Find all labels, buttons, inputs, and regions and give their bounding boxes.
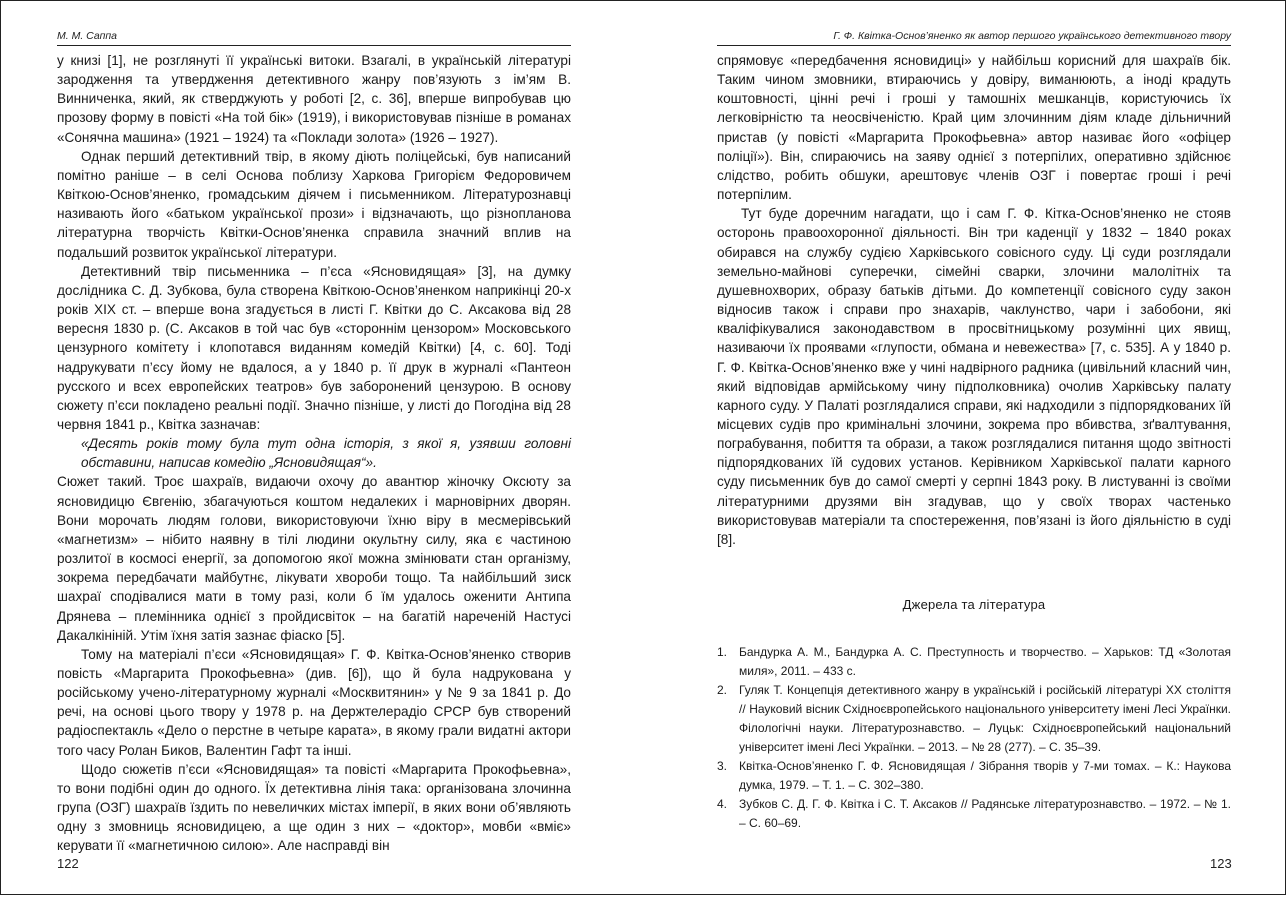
reference-number: 1. bbox=[717, 645, 728, 659]
references-list bbox=[717, 643, 1231, 833]
paragraph: Однак перший детективний твір, в якому діють поліцейські, був написаний помітно раніше – в селі Основа поблизу Харкова Григорієм Федоровичем Квіткою-Основ’яненко, громадським діячем і письменником. Літературознавці називають його «батьком української прози» і відзначають, що різнопланова літературна творчість Квітки-Основ’яненка справила значний вплив на подальший розвиток української літератури. bbox=[57, 148, 571, 260]
left-page bbox=[1, 1, 644, 895]
right-page-number: 123 bbox=[1210, 856, 1232, 871]
right-body-text bbox=[717, 51, 1231, 549]
reference-text: Бандурка А. М., Бандурка А. С. Преступность и творчество. – Харьков: ТД «Золотая миля», 2011. – 433 с. bbox=[739, 645, 1231, 678]
paragraph: Щодо сюжетів п’єси «Ясновидящая» та повісті «Маргарита Прокофьевна», то вони подібні один до одного. Їх детективна лінія така: організована злочинна група (ОЗГ) шахраїв їздить по невеличких містах імперії, в яких вони об’являють одну з змовниць ясновидицею, а ще один з них – «доктор», мовби «вміє» керувати її «магнетичною силою». Але насправді він bbox=[57, 761, 571, 854]
left-page-number: 122 bbox=[57, 856, 79, 871]
reference-item bbox=[717, 795, 1231, 833]
paragraph: Тому на матеріалі п’єси «Ясновидящая» Г. Ф. Квітка-Основ’яненко створив повість «Маргарита Прокофьевна» (див. [6]), що й була надрукована у російському учено-літературному журналі «Москвитянин» у № 9 за 1841 р. До речі, на основі цього твору у 1978 р. на Держтелерадіо СРСР був створений радіоспектакль «Дело о перстне в четыре карата», в якому грали видатні актори того часу Ролан Биков, Валентин Гафт та інші. bbox=[57, 646, 571, 758]
paragraph: у книзі [1], не розглянуті її українські витоки. Взагалі, в українській літературі зародження та утвердження детективного жанру пов’язують з ім’ям В. Винниченка, який, як стверджують у роботі [2, с. 36], вперше випробував цю прозову форму в повісті «На той бік» (1919), і використовував пізніше в романах «Сонячна машина» (1921 – 1924) та «Поклади золота» (1926 – 1927). bbox=[57, 53, 571, 145]
paragraph: спрямовує «передбачення ясновидиці» у найбільш корисний для шахраїв бік. Таким чином змовники, втираючись у довіру, виманюють, а іноді крадуть коштовності, цінні речі і гроші у тамошніх мешканців, користуючись їх легковірністю та неосвіченістю. Край цим злочинним діям кладе дільничний пристав (у повісті «Маргарита Прокофьевна» автор називає його «офіцер поліції»). Він, спираючись на заяву однієї з потерпілих, оперативно здійснює слідство, робить обшуки, арештовує членів ОЗГ і повертає гроші і речі потерпілим. bbox=[717, 53, 1231, 203]
paragraph: Детективний твір письменника – п’єса «Ясновидящая» [3], на думку дослідника С. Д. Зубкова, була створена Квіткою-Основ’яненком наприкінці 20-х років XIX ст. – вперше вона згадується в листі Г. Квітки до С. Аксакова від 28 вересня 1830 р. (С. Аксаков в той час був «стороннім цензором» Московського цензурного комітету і клопотався виданням комедій Квітки) [4, с. 60]. Тоді надрукувати п’єсу йому не вдалося, а у 1840 р. її друк в журналі «Пантеон русского и всех европейских театров» був заборонений цензурою. В основу сюжету п’єси покладено реальні події. Значно пізніше, у листі до Погодіна від 28 червня 1841 р., Квітка зазначав: bbox=[57, 263, 571, 432]
right-page bbox=[644, 1, 1286, 895]
reference-text: Зубков С. Д. Г. Ф. Квітка і С. Т. Аксаков // Радянське літературознавство. – 1972. – № 1. – С. 60–69. bbox=[739, 797, 1231, 830]
reference-item bbox=[717, 681, 1231, 757]
right-running-head: Г. Ф. Квітка-Основ’яненко як автор першого українського детективного твору bbox=[717, 30, 1231, 46]
reference-number: 3. bbox=[717, 759, 728, 773]
paragraph: Сюжет такий. Троє шахраїв, видаючи охочу до авантюр жіночку Оксюту за ясновидицю Євгенію, збагачуються коштом недалеких і марновірних дворян. Вони морочать людям голови, використовуючи їхню віру в месмерівський «магнетизм» – нібито наявну в тілі людини окультну силу, яка є частиною розлитої в космосі енергії, за допомогою якої можна змінювати стан організму, зокрема передбачати майбутнє, лікувати хвороби тощо. Та найбільший зиск шахраї сподівалися мати в тому разі, коли б їм удалось оженити Антипа Дрянева – племінника однієї з пройдисвіток – на багатій нареченій Настусі Дакалкініній. Утім їхня затія зазнає фіаско [5]. bbox=[57, 474, 571, 643]
reference-item bbox=[717, 757, 1231, 795]
reference-number: 2. bbox=[717, 683, 728, 697]
reference-number: 4. bbox=[717, 797, 728, 811]
reference-text: Гуляк Т. Концепція детективного жанру в українській і російській літературі XX століття // Науковий вісник Східноєвропейського національного університету імені Лесі Українки. Філологічні науки. Літературознавство. – Луцьк: Східноєвропейський національний університет імені Лесі Українки. – 2013. – № 28 (277). – С. 35–39. bbox=[739, 683, 1231, 754]
paragraph: Тут буде доречним нагадати, що і сам Г. Ф. Кітка-Основ’яненко не стояв осторонь правоохоронної діяльності. Він три каденції у 1832 – 1840 роках обирався на службу судією Харківського совісного суду. Ці суди розглядали земельно-майнові суперечки, сімейні сварки, злочини малолітніх та душевнохворих, образу батьків дітьми. До компетенції совісного суду закон відносив також і справи про знахарів, чаклунство, чари і забобони, які кваліфікувалися законодавством в просвітницькому розумінні цих явищ, називаючи їх проявами «глупости, обмана и невежества» [7, с. 535]. А у 1840 р. Г. Ф. Квітка-Основ’яненко вже у чині надвірного радника (цивільний класний чин, який відповідав армійському чину підполковника) очолив Харківську палату карного суду. У Палаті розглядалися справи, які надходили з підпорядкованих їй місцевих судів про кримінальні злочини, зокрема про вбивства, зґвалтування, пограбування, побиття та образи, а також розглядалися питання щодо звітності підпорядкованих їй судових установ. Керівником Харківської палати карного суду письменник був до самої смерті у серпні 1843 року. В листуванні із своїми літературними друзями він згадував, що у своїх творах частенько використовував матеріали та спостереження, пов’язані із його діяльністю в суді [8]. bbox=[717, 206, 1231, 547]
references-heading: Джерела та література bbox=[902, 597, 1046, 612]
left-body-text bbox=[57, 51, 571, 856]
reference-text: Квітка-Основ’яненко Г. Ф. Ясновидящая / Зібрання творів у 7-ми томах. – К.: Наукова думка, 1979. – Т. 1. – С. 302–380. bbox=[739, 759, 1231, 792]
left-running-head: М. М. Саппа bbox=[57, 30, 571, 46]
reference-item bbox=[717, 643, 1231, 681]
block-quote: «Десять років тому була тут одна історія, з якої я, узявши головні обставини, написав комедію „Ясновидящая“». bbox=[81, 436, 571, 471]
